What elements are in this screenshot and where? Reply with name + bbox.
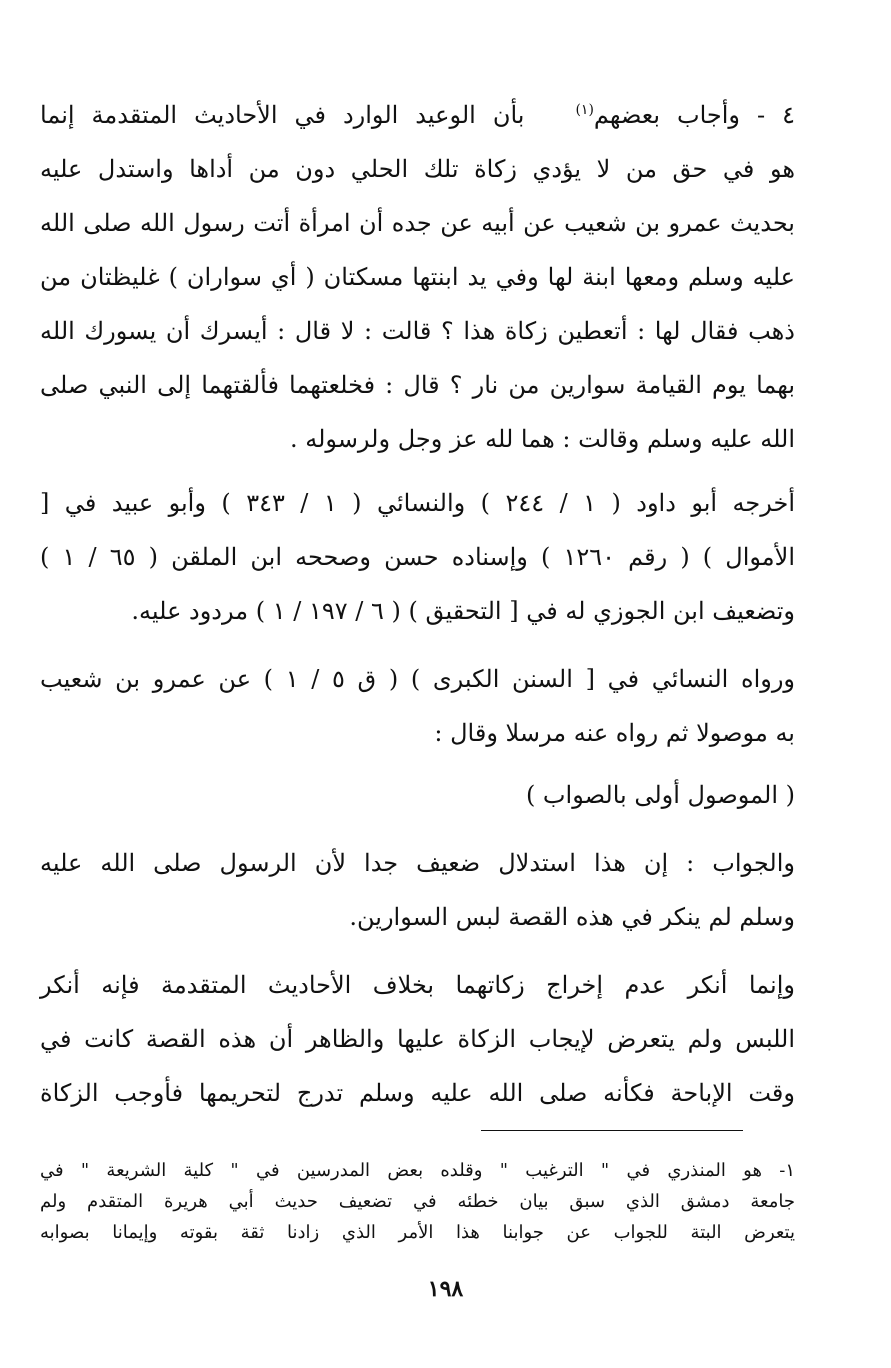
text-span: ٤ - وأجاب بعضهم — [593, 101, 795, 129]
text-line: عليه وسلم ومعها ابنة لها وفي يد ابنتها مسكتان ( أي سواران ) غليظتان من — [40, 263, 795, 291]
text-line: أخرجه أبو داود ( ١ / ٢٤٤ ) والنسائي ( ١ / ٣٤٣ ) وأبو عبيد في [ — [40, 489, 795, 517]
text-line: ذهب فقال لها : أتعطين زكاة هذا ؟ قالت : لا قال : أيسرك أن يسورك الله — [40, 317, 795, 345]
footnote-divider — [481, 1130, 743, 1131]
footnotes — [40, 1155, 795, 1248]
page-number: ١٩٨ — [427, 1276, 464, 1302]
text-line: وقت الإباحة فكأنه صلى الله عليه وسلم تدرج لتحريمها فأوجب الزكاة — [40, 1079, 795, 1107]
paragraph-quote — [40, 768, 795, 822]
text-line: هو في حق من لا يؤدي زكاة تلك الحلي دون من أداها واستدل عليه — [40, 155, 795, 183]
text-line: بحديث عمرو بن شعيب عن أبيه عن جده أن امرأة أتت رسول الله صلى الله — [40, 209, 795, 237]
text-line: وإنما أنكر عدم إخراج زكاتهما بخلاف الأحاديث المتقدمة فإنه أنكر — [40, 971, 795, 999]
footnote-line: جامعة دمشق الذي سبق بيان خطئه في تضعيف حديث أبي هريرة المتقدم ولم — [40, 1191, 795, 1212]
text-line: به موصولا ثم رواه عنه مرسلا وقال : — [434, 719, 795, 747]
text-line — [40, 88, 795, 142]
text-line: وسلم لم ينكر في هذه القصة لبس السوارين. — [349, 903, 795, 931]
paragraph-nasai — [40, 652, 795, 760]
text-line: والجواب : إن هذا استدلال ضعيف جدا لأن الرسول صلى الله عليه — [40, 849, 795, 877]
paragraph-answer-4 — [40, 88, 795, 466]
text-line: ( الموصول أولى بالصواب ) — [525, 781, 795, 809]
text-line: بهما يوم القيامة سوارين من نار ؟ قال : فخلعتهما فألقتهما إلى النبي صلى — [40, 371, 795, 399]
text-line: وتضعيف ابن الجوزي له في [ التحقيق ) ( ٦ / ١٩٧ / ١ ) مردود عليه. — [131, 597, 795, 625]
footnote-line: يتعرض البتة للجواب عن جوابنا هذا الأمر الذي زادنا ثقة بقوته وإيمانا بصوابه — [40, 1222, 795, 1243]
text-line: اللبس ولم يتعرض لإيجاب الزكاة عليها والظاهر أن هذه القصة كانت في — [40, 1025, 795, 1053]
footnote-reference[interactable]: (١) — [575, 102, 594, 118]
text-line: ورواه النسائي في [ السنن الكبرى ) ( ق ٥ / ١ ) عن عمرو بن شعيب — [40, 665, 796, 693]
paragraph-takhrij — [40, 476, 795, 638]
paragraph-explanation — [40, 958, 795, 1120]
paragraph-answer — [40, 836, 795, 944]
text-span: بأن الوعيد الوارد في الأحاديث المتقدمة إنما — [40, 101, 525, 129]
footnote-line: ١- هو المنذري في " الترغيب " وقلده بعض المدرسين في " كلية الشريعة " في — [40, 1160, 795, 1181]
text-line: الله عليه وسلم وقالت : هما لله عز وجل ولرسوله . — [289, 425, 795, 453]
main-text — [40, 88, 795, 1134]
text-line: الأموال ) ( رقم ١٢٦٠ ) وإسناده حسن وصححه ابن الملقن ( ٦٥ / ١ ) — [40, 543, 796, 571]
